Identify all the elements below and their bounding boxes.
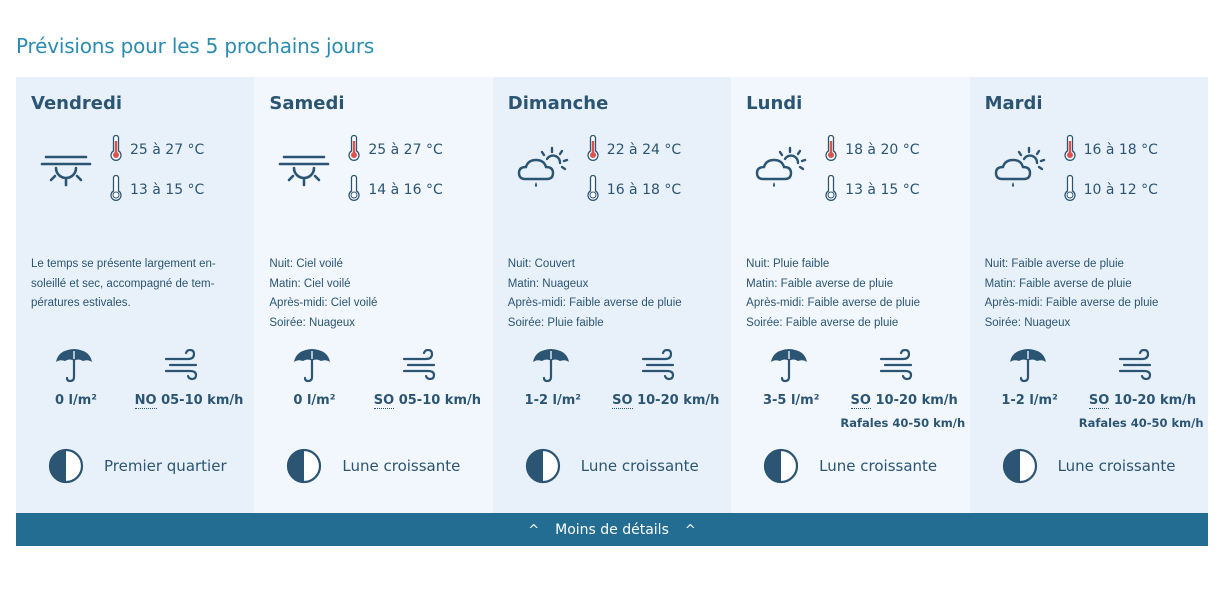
forecast-description bbox=[31, 255, 243, 314]
forecast-description-line: Après-midi: Faible averse de pluie bbox=[746, 297, 921, 309]
wind-direction[interactable]: SO bbox=[373, 393, 395, 408]
moon-phase-label: Lune croissante bbox=[580, 457, 699, 475]
temp-min-value: 13 à 15 °C bbox=[130, 182, 205, 198]
thermometer-cold-icon bbox=[347, 175, 368, 205]
wind-speed: 10-20 km/h bbox=[1113, 393, 1197, 408]
thermometer-hot-icon bbox=[347, 135, 368, 165]
thermometer-hot-icon bbox=[1063, 135, 1084, 165]
thermometer-hot-icon bbox=[109, 135, 130, 165]
forecast-description-line: Matin: Nuageux bbox=[507, 277, 589, 290]
precipitation-value: 3-5 l/m² bbox=[762, 393, 820, 408]
day-card bbox=[254, 77, 492, 513]
forecast-description-line: Nuit: Faible averse de pluie bbox=[984, 258, 1124, 270]
temp-min bbox=[109, 175, 204, 205]
precipitation-value: 0 l/m² bbox=[54, 393, 97, 408]
forecast-description-line: Nuit: Ciel voilé bbox=[269, 258, 343, 270]
temp-max-value: 18 à 20 °C bbox=[845, 142, 920, 158]
wind-speed: 05-10 km/h bbox=[161, 393, 244, 408]
chevron-up-icon: ^ bbox=[684, 523, 696, 538]
temp-min bbox=[1063, 175, 1158, 205]
sun-cloud-rain-icon bbox=[753, 145, 809, 191]
wind-icon bbox=[400, 349, 440, 381]
umbrella-icon bbox=[292, 347, 332, 383]
forecast-description-line: Matin: Ciel voilé bbox=[269, 277, 351, 290]
wind-value bbox=[841, 393, 967, 408]
forecast-description-line: Matin: Faible averse de pluie bbox=[746, 277, 894, 290]
wind-direction[interactable]: SO bbox=[850, 393, 871, 408]
forecast-description-line: Après-midi: Faible averse de pluie bbox=[984, 297, 1159, 309]
forecast-description bbox=[746, 255, 958, 333]
temp-max bbox=[347, 135, 442, 165]
sun-cloud-rain-icon bbox=[992, 145, 1048, 191]
temp-min-value: 13 à 15 °C bbox=[845, 182, 920, 198]
sun-haze-icon bbox=[276, 145, 332, 191]
wind-gusts: Rafales 40-50 km/h bbox=[840, 416, 966, 430]
sun-haze-icon bbox=[38, 145, 94, 191]
forecast-description-line: Soirée: Nuageux bbox=[984, 316, 1071, 329]
temp-min bbox=[347, 175, 442, 205]
umbrella-icon bbox=[54, 347, 94, 383]
sun-cloud-rain-icon bbox=[515, 145, 571, 191]
wind-icon bbox=[639, 349, 679, 381]
temp-min-value: 10 à 12 °C bbox=[1083, 182, 1158, 198]
temp-max bbox=[109, 135, 204, 165]
forecast-description-line: Matin: Faible averse de pluie bbox=[984, 277, 1132, 290]
umbrella-icon bbox=[531, 347, 571, 383]
temp-min-value: 16 à 18 °C bbox=[606, 182, 682, 198]
wind-value bbox=[603, 393, 729, 408]
moon-phase-icon bbox=[525, 448, 561, 484]
day-name: Dimanche bbox=[507, 93, 609, 114]
moon-phase-label: Lune croissante bbox=[342, 457, 461, 475]
wind-value bbox=[126, 393, 252, 408]
forecast-description-line: Le temps se présente largement en- bbox=[31, 258, 216, 270]
temp-min bbox=[824, 175, 919, 205]
wind-direction[interactable]: SO bbox=[1088, 393, 1110, 408]
forecast-description-line: Soirée: Pluie faible bbox=[507, 316, 604, 329]
thermometer-cold-icon bbox=[824, 175, 845, 205]
toggle-details-button[interactable] bbox=[16, 513, 1208, 546]
moon-phase-icon bbox=[286, 448, 322, 484]
chevron-up-icon: ^ bbox=[528, 523, 540, 538]
moon-phase-label: Lune croissante bbox=[1057, 457, 1176, 475]
forecast-description bbox=[985, 255, 1197, 333]
day-name: Mardi bbox=[984, 93, 1043, 114]
forecast-description bbox=[508, 255, 720, 333]
temp-max-value: 25 à 27 °C bbox=[368, 142, 443, 158]
temp-max-value: 25 à 27 °C bbox=[130, 142, 205, 158]
temp-max bbox=[1063, 135, 1158, 165]
wind-gusts: Rafales 40-50 km/h bbox=[1078, 416, 1204, 430]
moon-phase-icon bbox=[48, 448, 84, 484]
thermometer-cold-icon bbox=[1063, 175, 1084, 205]
precipitation-value: 1-2 l/m² bbox=[1001, 393, 1058, 408]
moon-phase-icon bbox=[1002, 448, 1038, 484]
day-card bbox=[16, 77, 254, 513]
wind-icon bbox=[1116, 349, 1156, 381]
moon-phase-label: Lune croissante bbox=[819, 457, 938, 475]
temp-max-value: 16 à 18 °C bbox=[1083, 142, 1158, 158]
wind-icon bbox=[877, 349, 917, 381]
temp-min-value: 14 à 16 °C bbox=[368, 182, 443, 198]
wind-icon bbox=[162, 349, 202, 381]
precipitation-value: 1-2 l/m² bbox=[524, 393, 582, 408]
precipitation-value: 0 l/m² bbox=[293, 393, 336, 408]
umbrella-icon bbox=[769, 347, 809, 383]
moon-phase-icon bbox=[763, 448, 799, 484]
forecast-cards bbox=[16, 77, 1208, 513]
forecast-description bbox=[269, 255, 481, 333]
day-card bbox=[493, 77, 731, 513]
umbrella-icon bbox=[1008, 347, 1048, 383]
wind-direction[interactable]: NO bbox=[134, 393, 157, 408]
day-card bbox=[970, 77, 1208, 513]
wind-speed: 10-20 km/h bbox=[637, 393, 720, 408]
moon-phase-label: Premier quartier bbox=[104, 457, 227, 475]
thermometer-hot-icon bbox=[824, 135, 845, 165]
day-name: Vendredi bbox=[31, 93, 122, 114]
wind-speed: 10-20 km/h bbox=[875, 393, 958, 408]
day-card bbox=[731, 77, 969, 513]
wind-speed: 05-10 km/h bbox=[398, 393, 482, 408]
temp-min bbox=[586, 175, 681, 205]
forecast-description-line: Nuit: Pluie faible bbox=[746, 258, 830, 270]
wind-direction[interactable]: SO bbox=[612, 393, 633, 408]
thermometer-cold-icon bbox=[109, 175, 130, 205]
wind-value bbox=[1080, 393, 1206, 408]
temp-max-value: 22 à 24 °C bbox=[606, 142, 682, 158]
page-title: Prévisions pour les 5 prochains jours bbox=[16, 34, 375, 58]
forecast-description-line: Nuit: Couvert bbox=[507, 258, 575, 270]
forecast-description-line: Après-midi: Ciel voilé bbox=[269, 297, 378, 309]
forecast-description-line: soleillé et sec, accompagné de tem- bbox=[31, 277, 215, 290]
wind-value bbox=[364, 393, 490, 408]
forecast-description-line: Soirée: Faible averse de pluie bbox=[746, 316, 899, 329]
thermometer-cold-icon bbox=[586, 175, 607, 205]
forecast-description-line: Après-midi: Faible averse de pluie bbox=[507, 297, 682, 309]
day-name: Lundi bbox=[746, 93, 803, 114]
day-name: Samedi bbox=[269, 93, 345, 114]
temp-max bbox=[586, 135, 681, 165]
forecast-description-line: pératures estivales. bbox=[31, 297, 131, 309]
thermometer-hot-icon bbox=[586, 135, 607, 165]
temp-max bbox=[824, 135, 919, 165]
forecast-description-line: Soirée: Nuageux bbox=[269, 316, 356, 329]
toggle-details-label: Moins de détails bbox=[555, 521, 669, 538]
